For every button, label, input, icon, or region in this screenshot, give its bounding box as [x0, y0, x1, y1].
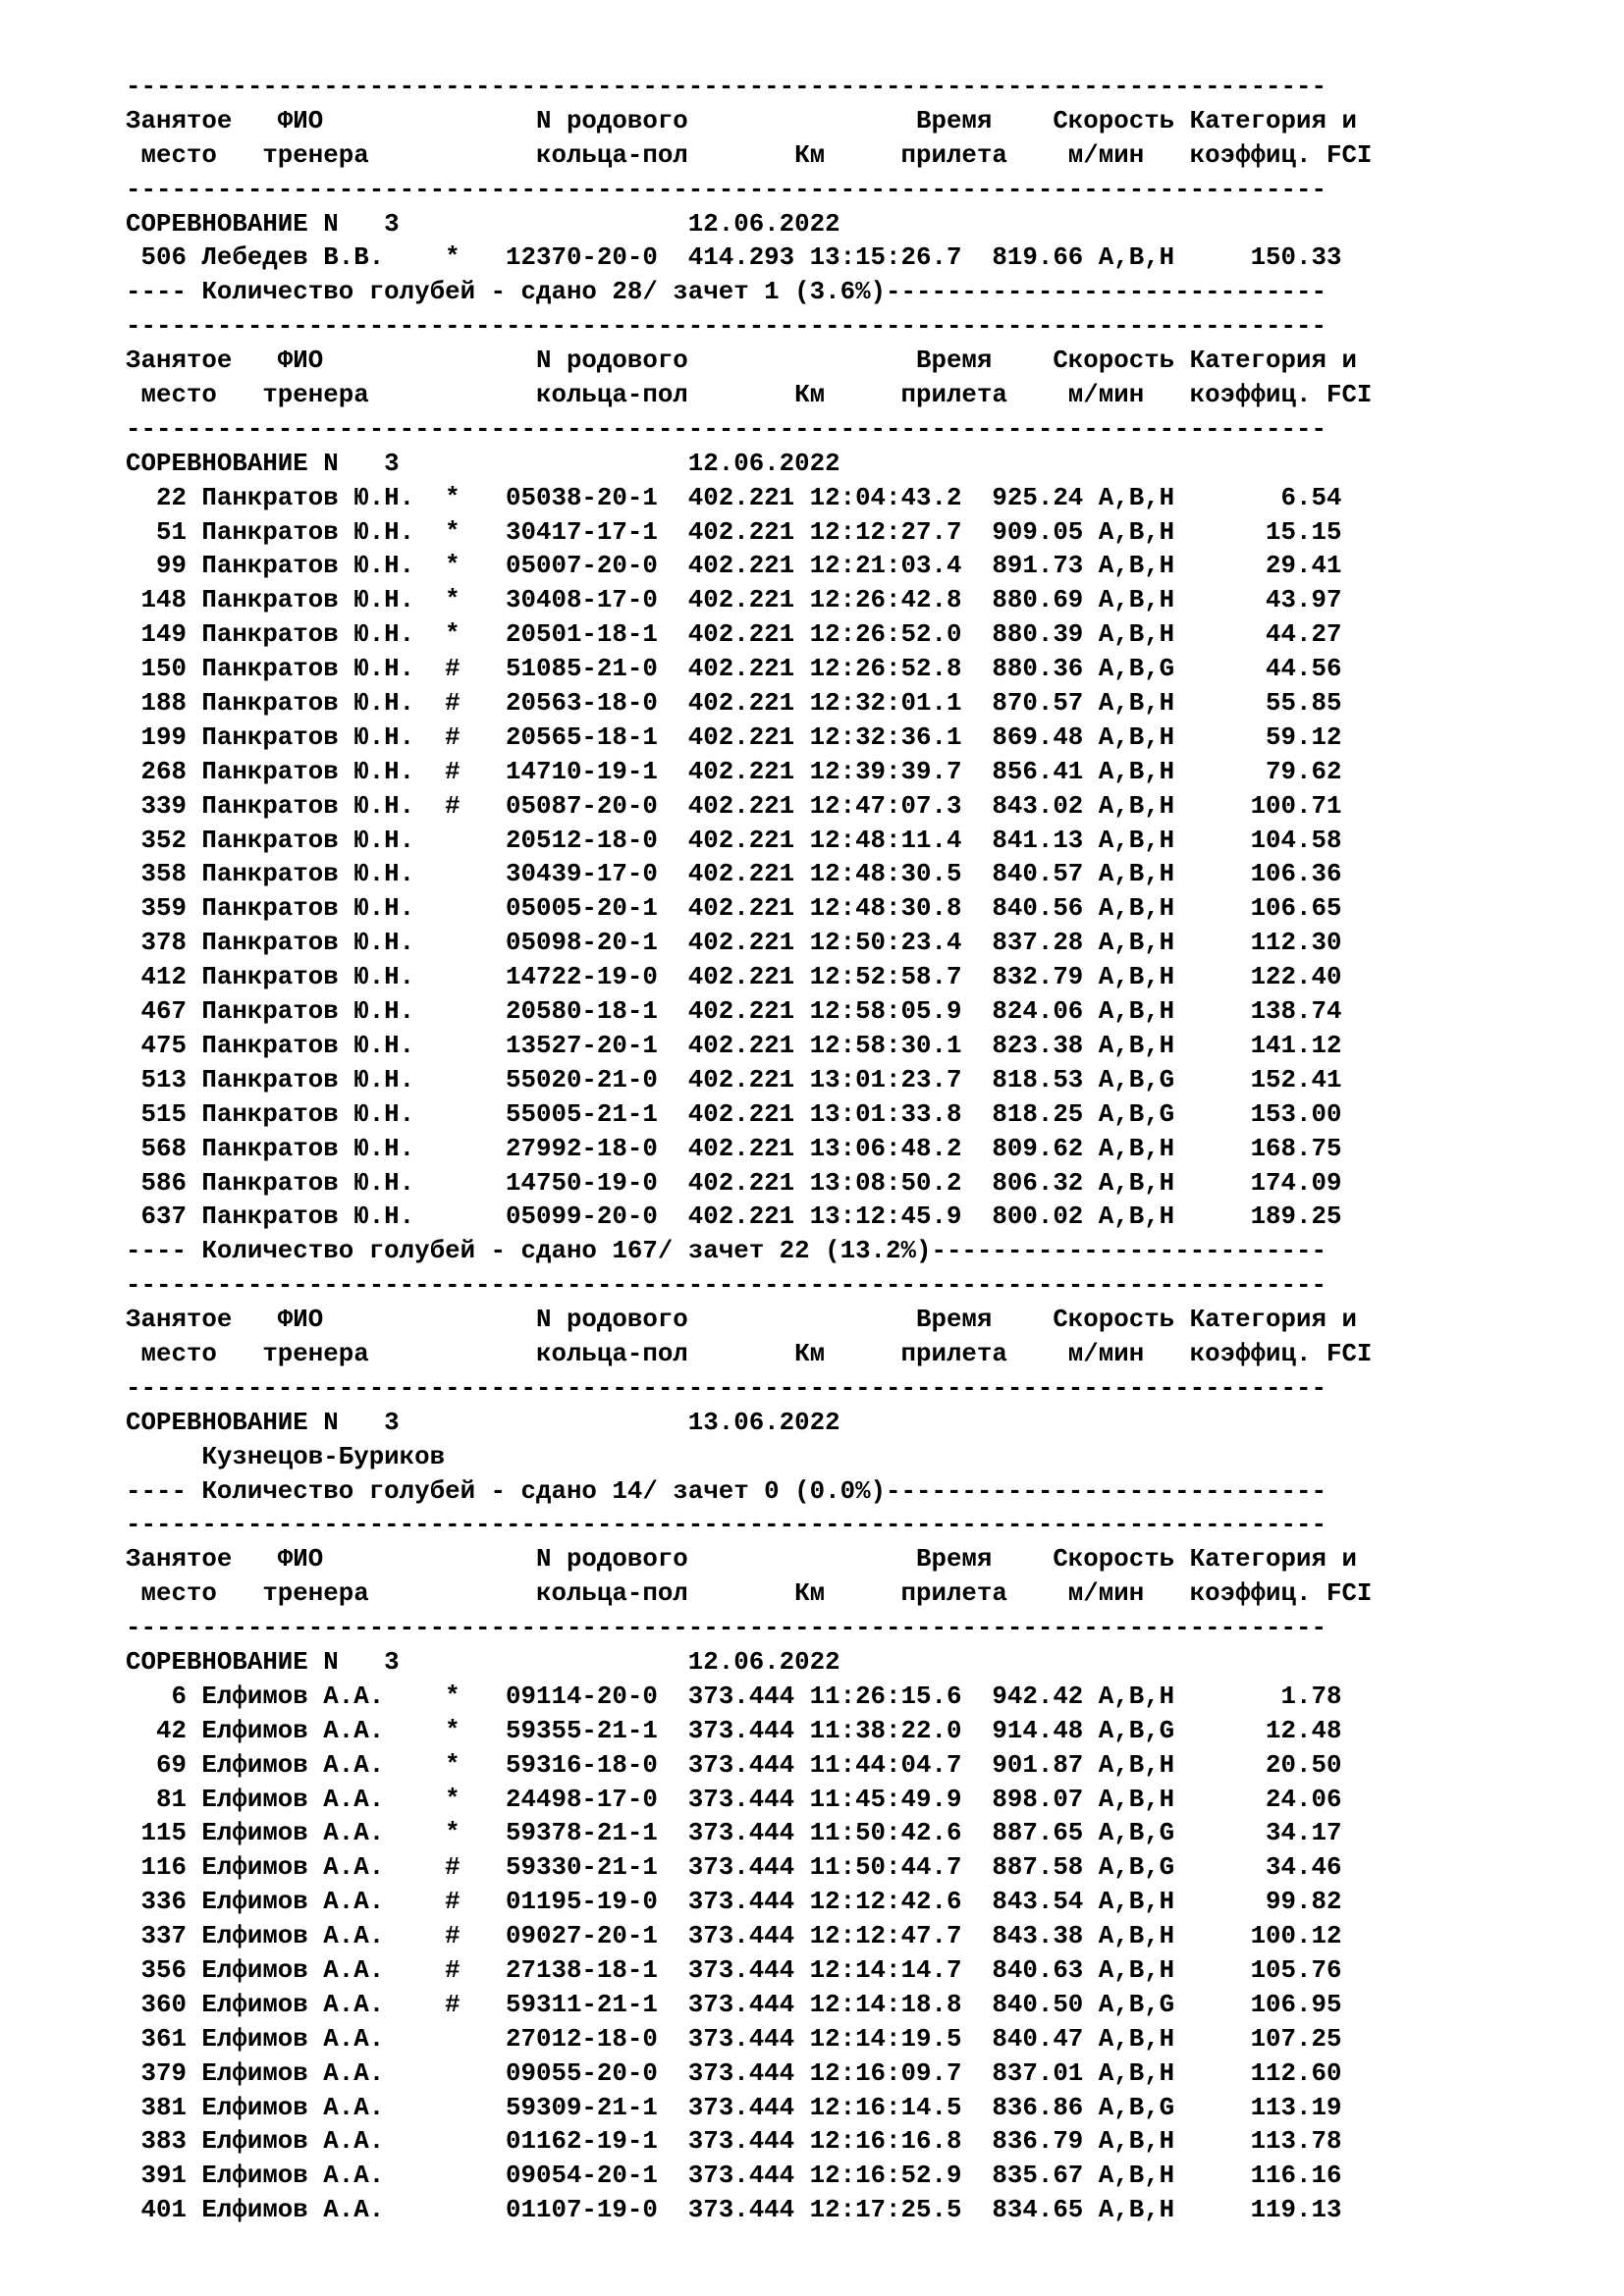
- summary-line: ---- Количество голубей - сдано 14/ зачет 0 (0.0%)-----------------------------: [126, 1476, 1326, 1506]
- table-row: 116 Елфимов А.А. # 59330-21-1 373.444 11:50:44.7 887.58 A,B,G 34.46: [126, 1853, 1342, 1883]
- table-row: 513 Панкратов Ю.Н. 55020-21-0 402.221 13:01:23.7 818.53 A,B,G 152.41: [126, 1065, 1342, 1095]
- table-row: 42 Елфимов А.А. * 59355-21-1 373.444 11:38:22.0 914.48 A,B,G 12.48: [126, 1716, 1342, 1745]
- table-row: 6 Елфимов А.А. * 09114-20-0 373.444 11:26:15.6 942.42 A,B,H 1.78: [126, 1682, 1342, 1711]
- separator-line: -------------------------------------------------------------------------------: [126, 312, 1326, 342]
- table-row: 336 Елфимов А.А. # 01195-19-0 373.444 12:12:42.6 843.54 A,B,H 99.82: [126, 1888, 1342, 1917]
- table-row: 361 Елфимов А.А. 27012-18-0 373.444 12:14:19.5 840.47 A,B,H 107.25: [126, 2024, 1342, 2054]
- table-row: 115 Елфимов А.А. * 59378-21-1 373.444 11:50:42.6 887.65 A,B,G 34.17: [126, 1819, 1342, 1848]
- table-row: 391 Елфимов А.А. 09054-20-1 373.444 12:16:52.9 835.67 A,B,H 116.16: [126, 2162, 1342, 2191]
- group-name-line: Кузнецов-Буриков: [126, 1442, 446, 1471]
- table-row: 586 Панкратов Ю.Н. 14750-19-0 402.221 13:08:50.2 806.32 A,B,H 174.09: [126, 1168, 1342, 1198]
- table-row: 467 Панкратов Ю.Н. 20580-18-1 402.221 12:58:05.9 824.06 A,B,H 138.74: [126, 997, 1342, 1027]
- report-document: [126, 71, 1598, 2228]
- table-row: 568 Панкратов Ю.Н. 27992-18-0 402.221 13:06:48.2 809.62 A,B,H 168.75: [126, 1134, 1342, 1163]
- table-row: 360 Елфимов А.А. # 59311-21-1 373.444 12:14:18.8 840.50 A,B,G 106.95: [126, 1990, 1342, 2019]
- competition-line: СОРЕВНОВАНИЕ N 3 12.06.2022: [126, 449, 840, 478]
- table-row: 637 Панкратов Ю.Н. 05099-20-0 402.221 13:12:45.9 800.02 A,B,H 189.25: [126, 1202, 1342, 1232]
- table-row: 475 Панкратов Ю.Н. 13527-20-1 402.221 12:58:30.1 823.38 A,B,H 141.12: [126, 1031, 1342, 1060]
- table-row: 339 Панкратов Ю.Н. # 05087-20-0 402.221 12:47:07.3 843.02 A,B,H 100.71: [126, 791, 1342, 821]
- table-row: 150 Панкратов Ю.Н. # 51085-21-0 402.221 12:26:52.8 880.36 A,B,G 44.56: [126, 655, 1342, 684]
- table-row: 99 Панкратов Ю.Н. * 05007-20-0 402.221 12:21:03.4 891.73 A,B,H 29.41: [126, 552, 1342, 581]
- table-row: 515 Панкратов Ю.Н. 55005-21-1 402.221 13:01:33.8 818.25 A,B,G 153.00: [126, 1099, 1342, 1129]
- separator-line: -------------------------------------------------------------------------------: [126, 73, 1326, 101]
- table-row: 412 Панкратов Ю.Н. 14722-19-0 402.221 12:52:58.7 832.79 A,B,H 122.40: [126, 963, 1342, 992]
- competition-line: СОРЕВНОВАНИЕ N 3 12.06.2022: [126, 1647, 840, 1677]
- table-header-line-1: Занятое ФИО N родового Время Скорость Категория и: [126, 106, 1357, 135]
- separator-line: -------------------------------------------------------------------------------: [126, 1614, 1326, 1643]
- table-row: 506 Лебедев В.В. * 12370-20-0 414.293 13:15:26.7 819.66 A,B,H 150.33: [126, 243, 1342, 273]
- separator-line: -------------------------------------------------------------------------------: [126, 1373, 1326, 1403]
- table-row: 381 Елфимов А.А. 59309-21-1 373.444 12:16:14.5 836.86 A,B,G 113.19: [126, 2093, 1342, 2122]
- table-row: 69 Елфимов А.А. * 59316-18-0 373.444 11:44:04.7 901.87 A,B,H 20.50: [126, 1750, 1342, 1780]
- table-row: 359 Панкратов Ю.Н. 05005-20-1 402.221 12:48:30.8 840.56 A,B,H 106.65: [126, 894, 1342, 924]
- table-row: 401 Елфимов А.А. 01107-19-0 373.444 12:17:25.5 834.65 A,B,H 119.13: [126, 2196, 1342, 2225]
- competition-line: СОРЕВНОВАНИЕ N 3 13.06.2022: [126, 1408, 840, 1437]
- table-header-line-2: место тренера кольца-пол Км прилета м/мин коэффиц. FCI: [126, 140, 1373, 170]
- table-row: 81 Елфимов А.А. * 24498-17-0 373.444 11:45:49.9 898.07 A,B,H 24.06: [126, 1785, 1342, 1814]
- separator-line: -------------------------------------------------------------------------------: [126, 1271, 1326, 1301]
- table-row: 199 Панкратов Ю.Н. # 20565-18-1 402.221 12:32:36.1 869.48 A,B,H 59.12: [126, 722, 1342, 752]
- table-header-line-2: место тренера кольца-пол Км прилета м/мин коэффиц. FCI: [126, 1579, 1373, 1609]
- table-row: 378 Панкратов Ю.Н. 05098-20-1 402.221 12:50:23.4 837.28 A,B,H 112.30: [126, 929, 1342, 958]
- table-row: 268 Панкратов Ю.Н. # 14710-19-1 402.221 12:39:39.7 856.41 A,B,H 79.62: [126, 757, 1342, 786]
- table-row: 51 Панкратов Ю.Н. * 30417-17-1 402.221 12:12:27.7 909.05 A,B,H 15.15: [126, 517, 1342, 547]
- table-header-line-2: место тренера кольца-пол Км прилета м/мин коэффиц. FCI: [126, 1339, 1373, 1368]
- table-header-line-1: Занятое ФИО N родового Время Скорость Категория и: [126, 1306, 1357, 1335]
- table-header-line-1: Занятое ФИО N родового Время Скорость Категория и: [126, 1545, 1357, 1575]
- table-header-line-2: место тренера кольца-пол Км прилета м/мин коэффиц. FCI: [126, 381, 1373, 410]
- table-row: 356 Елфимов А.А. # 27138-18-1 373.444 12:14:14.7 840.63 A,B,H 105.76: [126, 1955, 1342, 1985]
- summary-line: ---- Количество голубей - сдано 167/ зачет 22 (13.2%)--------------------------: [126, 1237, 1326, 1266]
- separator-line: -------------------------------------------------------------------------------: [126, 414, 1326, 444]
- separator-line: -------------------------------------------------------------------------------: [126, 1511, 1326, 1540]
- table-row: 379 Елфимов А.А. 09055-20-0 373.444 12:16:09.7 837.01 A,B,H 112.60: [126, 2058, 1342, 2088]
- table-row: 148 Панкратов Ю.Н. * 30408-17-0 402.221 12:26:42.8 880.69 A,B,H 43.97: [126, 586, 1342, 615]
- table-row: 383 Елфимов А.А. 01162-19-1 373.444 12:16:16.8 836.79 A,B,H 113.78: [126, 2127, 1342, 2157]
- table-row: 149 Панкратов Ю.Н. * 20501-18-1 402.221 12:26:52.0 880.39 A,B,H 44.27: [126, 620, 1342, 650]
- table-header-line-1: Занятое ФИО N родового Время Скорость Категория и: [126, 347, 1357, 376]
- table-row: 352 Панкратов Ю.Н. 20512-18-0 402.221 12:48:11.4 841.13 A,B,H 104.58: [126, 826, 1342, 855]
- table-row: 337 Елфимов А.А. # 09027-20-1 373.444 12:12:47.7 843.38 A,B,H 100.12: [126, 1922, 1342, 1951]
- competition-line: СОРЕВНОВАНИЕ N 3 12.06.2022: [126, 209, 840, 239]
- table-row: 188 Панкратов Ю.Н. # 20563-18-0 402.221 12:32:01.1 870.57 A,B,H 55.85: [126, 689, 1342, 719]
- separator-line: -------------------------------------------------------------------------------: [126, 175, 1326, 204]
- table-row: 22 Панкратов Ю.Н. * 05038-20-1 402.221 12:04:43.2 925.24 A,B,H 6.54: [126, 483, 1342, 512]
- table-row: 358 Панкратов Ю.Н. 30439-17-0 402.221 12:48:30.5 840.57 A,B,H 106.36: [126, 860, 1342, 889]
- summary-line: ---- Количество голубей - сдано 28/ зачет 1 (3.6%)-----------------------------: [126, 278, 1326, 307]
